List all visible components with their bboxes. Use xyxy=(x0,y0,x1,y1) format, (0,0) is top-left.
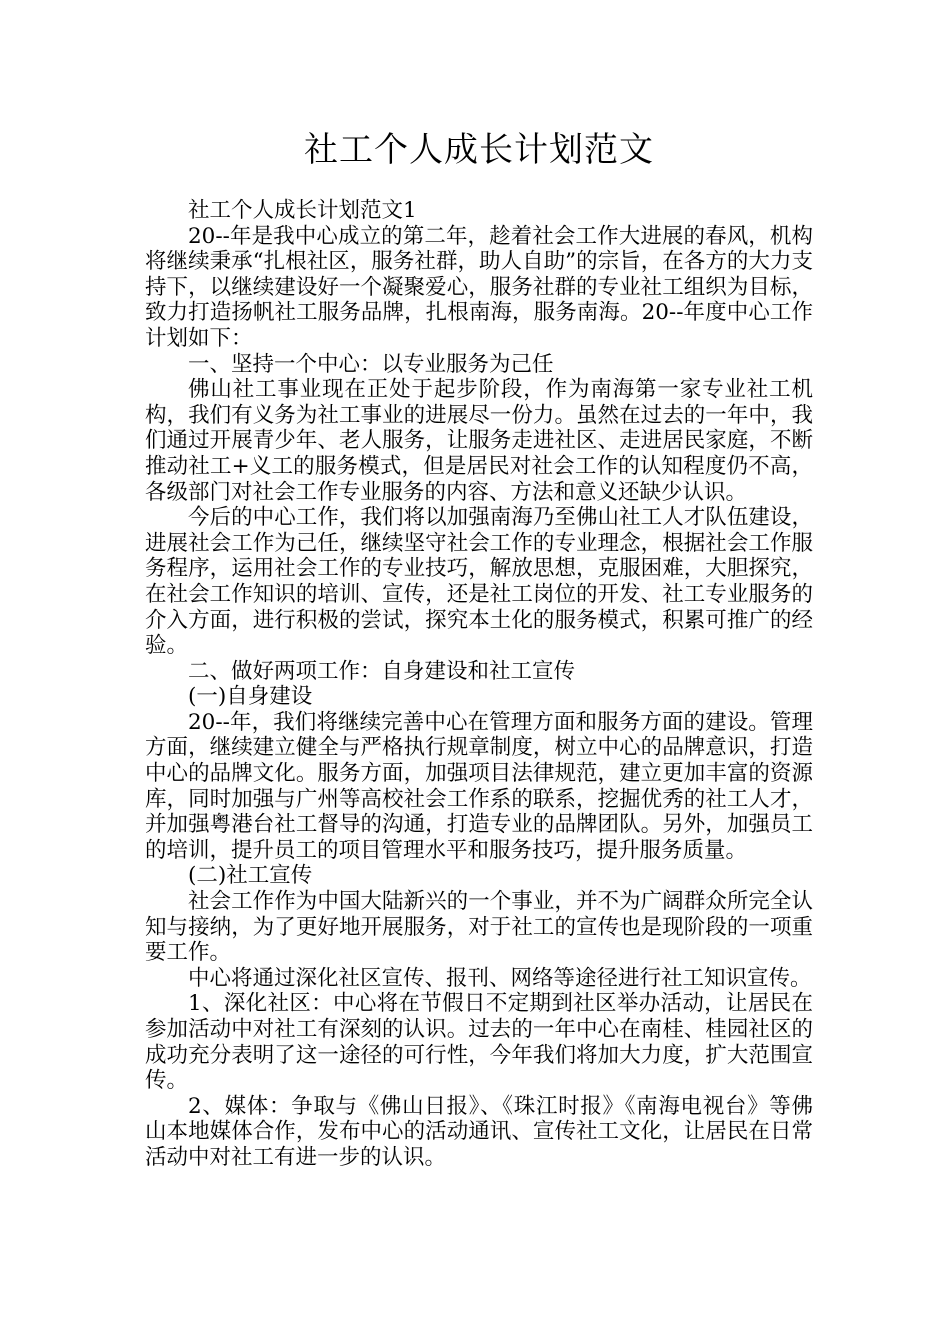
paragraph-subtitle: 社工个人成长计划范文1 xyxy=(188,198,417,223)
paragraph-subsection-2b: 中心将通过深化社区宣传、报刊、网络等途径进行社工知识宣传。 xyxy=(188,965,812,991)
paragraph-subsection-2a: 社会工作作为中国大陆新兴的一个事业，并不为广阔群众所完全认知与接纳，为了更好地开展服务，对于社工的宣传也是现阶段的一项重要工作。 xyxy=(145,889,813,966)
paragraph-intro: 20--年是我中心成立的第二年，趁着社会工作大进展的春风，机构将继续秉承“扎根社区，服务社群，助人自助”的宗旨，在各方的大力支持下，以继续建设好一个凝聚爱心，服务社群的专业社工组织为目标，致力打造扬帆社工服务品牌，扎根南海，服务南海。20--年度中心工作计划如下： xyxy=(145,223,813,351)
heading-section-1: 一、坚持一个中心：以专业服务为己任 xyxy=(188,351,554,377)
heading-subsection-1: (一)自身建设 xyxy=(188,684,313,710)
paragraph-item-2: 2、媒体：争取与《佛山日报》、《珠江时报》《南海电视台》等佛山本地媒体合作，发布中心的活动通讯、宣传社工文化，让居民在日常活动中对社工有进一步的认识。 xyxy=(145,1093,813,1170)
document-title: 社工个人成长计划范文 xyxy=(304,130,654,170)
document-page xyxy=(145,128,813,1171)
paragraph-item-1: 1、深化社区：中心将在节假日不定期到社区举办活动，让居民在参加活动中对社工有深刻的认识。过去的一年中心在南桂、桂园社区的成功充分表明了这一途径的可行性，今年我们将加大力度，扩大范围宣传。 xyxy=(145,991,813,1094)
paragraph-subsection-1: 20--年，我们将继续完善中心在管理方面和服务方面的建设。管理方面，继续建立健全与严格执行规章制度，树立中心的品牌意识，打造中心的品牌文化。服务方面，加强项目法律规范，建立更加丰富的资源库，同时加强与广州等高校社会工作系的联系，挖掘优秀的社工人才，并加强粤港台社工督导的沟通，打造专业的品牌团队。另外，加强员工的培训，提升员工的项目管理水平和服务技巧，提升服务质量。 xyxy=(145,709,813,863)
paragraph-section-1a: 佛山社工事业现在正处于起步阶段，作为南海第一家专业社工机构，我们有义务为社工事业的进展尽一份力。虽然在过去的一年中，我们通过开展青少年、老人服务，让服务走进社区、走进居民家庭，不断推动社工+义工的服务模式，但是居民对社会工作的认知程度仍不高，各级部门对社会工作专业服务的内容、方法和意义还缺少认识。 xyxy=(145,377,813,505)
heading-section-2: 二、做好两项工作：自身建设和社工宣传 xyxy=(188,658,576,684)
paragraph-section-1b: 今后的中心工作，我们将以加强南海乃至佛山社工人才队伍建设，进展社会工作为己任，继续坚守社会工作的专业理念，根据社会工作服务程序，运用社会工作的专业技巧，解放思想，克服困难，大胆探究，在社会工作知识的培训、宣传，还是社工岗位的开发、社工专业服务的介入方面，进行积极的尝试，探究本土化的服务模式，积累可推广的经验。 xyxy=(145,505,813,659)
heading-subsection-2: (二)社工宣传 xyxy=(188,863,313,889)
document-body xyxy=(145,198,813,1171)
